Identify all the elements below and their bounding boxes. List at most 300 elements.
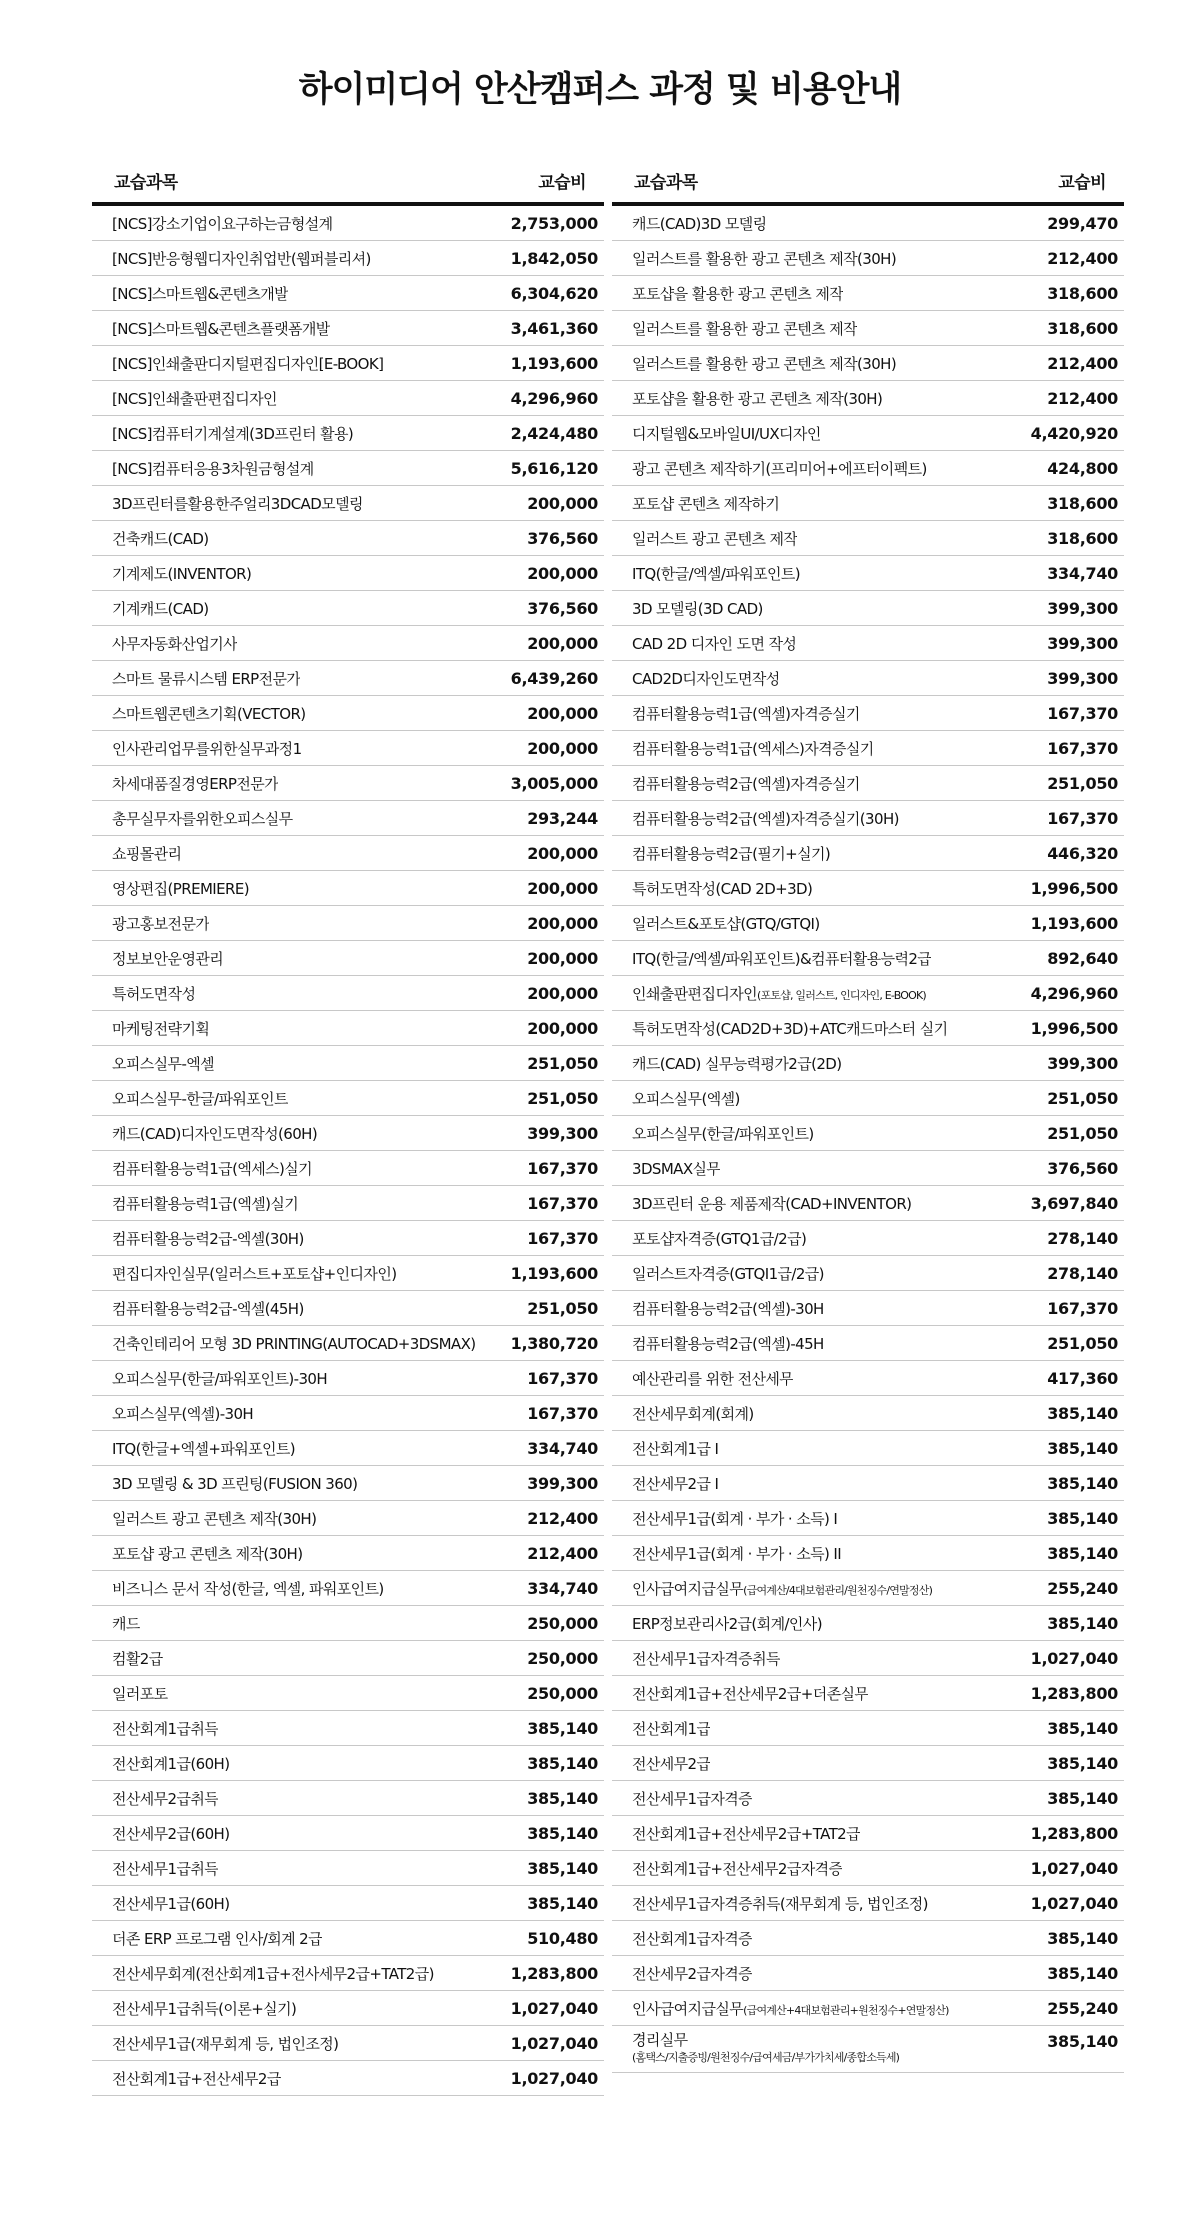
course-name	[112, 1508, 316, 1529]
course-fee: 1,193,600	[510, 353, 598, 373]
course-name	[112, 248, 371, 269]
table-row	[612, 1151, 1124, 1186]
course-fee: 167,370	[527, 1158, 598, 1178]
course-fee: 4,296,960	[1030, 983, 1118, 1003]
course-fee: 4,420,920	[1030, 423, 1118, 443]
course-name-text: 컴퓨터활용능력1급(엑세스)실기	[112, 1159, 313, 1178]
course-name	[632, 1018, 948, 1039]
table-row	[612, 766, 1124, 801]
course-name	[112, 1368, 327, 1389]
course-fee: 510,480	[527, 1928, 598, 1948]
course-fee: 334,740	[527, 1438, 598, 1458]
table-row	[92, 1851, 604, 1886]
course-name	[632, 1578, 932, 1599]
course-name	[632, 1508, 837, 1529]
table-row	[612, 591, 1124, 626]
table-row	[92, 1256, 604, 1291]
course-name-text: 컴퓨터활용능력2급(엑셀)자격증실기	[632, 774, 860, 793]
course-name	[632, 773, 860, 794]
course-name-text: 전산세무2급 I	[632, 1474, 719, 1493]
course-fee: 385,140	[1047, 1753, 1118, 1773]
course-name-text: 전산회계1급자격증	[632, 1929, 753, 1948]
course-name-text: 3D프린터 운용 제품제작(CAD+INVENTOR)	[632, 1194, 912, 1213]
course-name	[632, 913, 820, 934]
course-name-text: 컴퓨터활용능력2급(필기+실기)	[632, 844, 831, 863]
course-fee: 385,140	[527, 1823, 598, 1843]
course-name	[112, 1823, 229, 1844]
course-fee: 5,616,120	[510, 458, 598, 478]
course-name-text: 전산세무2급자격증	[632, 1964, 753, 1983]
course-name-text: 전산세무2급(60H)	[112, 1824, 230, 1843]
course-fee: 376,560	[527, 528, 598, 548]
course-name-text: 캐드	[112, 1614, 140, 1633]
course-name	[632, 1613, 822, 1634]
course-fee: 212,400	[527, 1543, 598, 1563]
course-name-text: 포토샵 콘텐츠 제작하기	[632, 494, 780, 513]
course-fee: 3,697,840	[1030, 1193, 1118, 1213]
course-name-text: CAD2D디자인도면작성	[632, 669, 780, 688]
course-name-text: [NCS]컴퓨터응용3차원금형설계	[112, 459, 314, 478]
course-name-text: 건축인테리어 모형 3D PRINTING(AUTOCAD+3DSMAX)	[112, 1334, 476, 1353]
course-name-text: ERP정보관리사2급(회계/인사)	[632, 1614, 822, 1633]
table-row	[612, 1781, 1124, 1816]
page-title: 하이미디어 안산캠퍼스 과정 및 비용안내	[298, 70, 902, 110]
table-row	[92, 906, 604, 941]
table-row	[612, 1221, 1124, 1256]
course-name-text: 인사급여지급실무	[632, 1579, 744, 1598]
course-fee: 250,000	[527, 1648, 598, 1668]
course-name	[112, 1998, 296, 2019]
course-fee: 6,439,260	[510, 668, 598, 688]
course-name-text: 전산세무1급자격증취득(재무회계 등, 법인조정)	[632, 1894, 928, 1913]
fee-column-header: 교습비	[538, 172, 586, 193]
course-fee: 1,283,800	[1030, 1683, 1118, 1703]
course-name-text: 전산세무1급(회계 · 부가 · 소득) I	[632, 1509, 838, 1528]
course-name-text: 전산세무1급취득(이론+실기)	[112, 1999, 297, 2018]
course-name	[112, 318, 330, 339]
course-fee: 255,240	[1047, 1578, 1118, 1598]
course-name-text: 사무자동화산업기사	[112, 634, 238, 653]
course-fee: 1,283,800	[510, 1963, 598, 1983]
table-row	[92, 661, 604, 696]
course-name-text: 건축캐드(CAD)	[112, 529, 209, 548]
course-name	[112, 493, 363, 514]
course-name	[632, 1893, 928, 1914]
course-name-text: 컴퓨터활용능력1급(엑세스)자격증실기	[632, 739, 874, 758]
course-name	[632, 388, 882, 409]
course-name	[632, 528, 797, 549]
course-name-detail: (급여계산+4대보험관리+원천징수+연말정산)	[743, 2003, 949, 2017]
course-name-text: 광고홍보전문가	[112, 914, 210, 933]
course-fee: 167,370	[527, 1368, 598, 1388]
course-fee: 251,050	[1047, 1333, 1118, 1353]
course-name-text: 오피스실무-한글/파워포인트	[112, 1089, 288, 1108]
course-fee: 200,000	[527, 948, 598, 968]
course-name-text: 전산세무1급(회계 · 부가 · 소득) II	[632, 1544, 842, 1563]
course-name-text: 오피스실무(엑셀)	[632, 1089, 740, 1108]
course-name	[112, 528, 209, 549]
course-name	[112, 1928, 322, 1949]
course-name	[632, 1403, 754, 1424]
table-row	[612, 1606, 1124, 1641]
table-row	[92, 766, 604, 801]
course-name	[112, 633, 237, 654]
course-name	[632, 1193, 911, 1214]
table-row	[92, 1431, 604, 1466]
table-row	[92, 1151, 604, 1186]
course-name-text: 전산세무1급취득	[112, 1859, 219, 1878]
course-fee: 6,304,620	[510, 283, 598, 303]
course-name	[632, 1543, 841, 1564]
table-row	[92, 1956, 604, 1991]
course-name-text: 오피스실무(엑셀)-30H	[112, 1404, 254, 1423]
table-row	[612, 381, 1124, 416]
table-row	[612, 661, 1124, 696]
course-fee: 212,400	[1047, 388, 1118, 408]
table-row	[612, 1116, 1124, 1151]
course-fee: 385,140	[1047, 1928, 1118, 1948]
course-fee: 212,400	[527, 1508, 598, 1528]
course-name-text: 더존 ERP 프로그램 인사/회계 2급	[112, 1929, 323, 1948]
course-name-text: 전산세무회계(회계)	[632, 1404, 754, 1423]
table-row	[612, 451, 1124, 486]
table-row	[92, 1816, 604, 1851]
table-row	[612, 1186, 1124, 1221]
course-name	[112, 388, 277, 409]
table-row	[92, 1991, 604, 2026]
table-row	[92, 1396, 604, 1431]
course-fee: 399,300	[527, 1123, 598, 1143]
course-name	[632, 843, 830, 864]
course-name-text: 인사관리업무를위한실무과정1	[112, 739, 302, 758]
course-fee: 167,370	[527, 1228, 598, 1248]
course-name-text: [NCS]인쇄출판디지털편집디자인[E-BOOK]	[112, 354, 384, 373]
table-row	[612, 556, 1124, 591]
course-fee: 200,000	[527, 1018, 598, 1038]
course-name-text: 일러스트 광고 콘텐츠 제작	[632, 529, 798, 548]
table-row	[92, 1571, 604, 1606]
course-name-text: 3D 모델링 & 3D 프린팅(FUSION 360)	[112, 1474, 358, 1493]
course-name-text: 전산회계1급 I	[632, 1439, 719, 1458]
table-row	[612, 1746, 1124, 1781]
course-fee: 376,560	[1047, 1158, 1118, 1178]
course-fee: 200,000	[527, 983, 598, 1003]
course-fee: 251,050	[527, 1088, 598, 1108]
course-fee: 318,600	[1047, 283, 1118, 303]
course-fee: 376,560	[527, 598, 598, 618]
course-fee: 200,000	[527, 633, 598, 653]
course-name-text: 전산세무1급(재무회계 등, 법인조정)	[112, 2034, 339, 2053]
course-name-text: 디지털웹&모바일UI/UX디자인	[632, 424, 821, 443]
course-name-text: CAD 2D 디자인 도면 작성	[632, 634, 797, 653]
course-fee: 399,300	[1047, 668, 1118, 688]
table-body	[92, 206, 604, 2096]
course-fee: 399,300	[527, 1473, 598, 1493]
table-row	[612, 2026, 1124, 2073]
table-body	[612, 206, 1124, 2073]
course-name-text: 오피스실무(한글/파워포인트)	[632, 1124, 814, 1143]
fee-table-right	[612, 158, 1124, 2073]
course-fee: 385,140	[527, 1858, 598, 1878]
course-name-text: 컴퓨터활용능력2급(엑셀)-45H	[632, 1334, 824, 1353]
table-row	[612, 1851, 1124, 1886]
table-row	[612, 1676, 1124, 1711]
course-fee: 251,050	[1047, 773, 1118, 793]
course-name	[632, 493, 779, 514]
table-row	[92, 1781, 604, 1816]
table-row	[92, 1746, 604, 1781]
course-fee: 3,005,000	[510, 773, 598, 793]
course-fee: 255,240	[1047, 1998, 1118, 2018]
course-fee: 1,996,500	[1030, 878, 1118, 898]
course-name	[112, 668, 300, 689]
table-row	[612, 906, 1124, 941]
table-row	[612, 1536, 1124, 1571]
course-fee: 385,140	[1047, 1963, 1118, 1983]
course-fee: 1,996,500	[1030, 1018, 1118, 1038]
fee-column-header: 교습비	[1058, 172, 1106, 193]
course-name-text: 전산세무1급자격증취득	[632, 1649, 780, 1668]
table-row	[92, 451, 604, 486]
course-fee: 399,300	[1047, 633, 1118, 653]
course-name-text: 포토샵자격증(GTQ1급/2급)	[632, 1229, 807, 1248]
course-name-text: ITQ(한글+엑셀+파워포인트)	[112, 1439, 296, 1458]
table-row	[92, 1291, 604, 1326]
course-fee: 385,140	[527, 1718, 598, 1738]
table-row	[612, 1361, 1124, 1396]
table-row	[92, 731, 604, 766]
table-row	[92, 1046, 604, 1081]
course-fee: 200,000	[527, 703, 598, 723]
table-row	[92, 1221, 604, 1256]
course-name	[112, 1193, 298, 1214]
table-row	[92, 626, 604, 661]
course-name-text: ITQ(한글/엑셀/파워포인트)&컴퓨터활용능력2급	[632, 949, 932, 968]
table-row	[92, 1186, 604, 1221]
course-name	[112, 1578, 384, 1599]
course-name	[632, 353, 896, 374]
course-name-text: 특허도면작성(CAD2D+3D)+ATC캐드마스터 실기	[632, 1019, 948, 1038]
course-name	[632, 1823, 860, 1844]
table-row	[92, 2026, 604, 2061]
course-fee: 385,140	[1047, 1613, 1118, 1633]
course-fee: 293,244	[527, 808, 598, 828]
course-fee: 1,027,040	[510, 2068, 598, 2088]
course-name	[632, 1263, 824, 1284]
course-fee: 1,027,040	[1030, 1648, 1118, 1668]
course-name-text: 전산회계1급+전산세무2급	[112, 2069, 281, 2088]
course-fee: 385,140	[1047, 1718, 1118, 1738]
course-name-text: [NCS]컴퓨터기계설계(3D프린터 활용)	[112, 424, 354, 443]
course-name-text: 차세대품질경영ERP전문가	[112, 774, 279, 793]
course-fee: 1,380,720	[510, 1333, 598, 1353]
course-name	[112, 1088, 288, 1109]
table-row	[92, 486, 604, 521]
table-row	[612, 346, 1124, 381]
table-row	[92, 241, 604, 276]
course-fee: 167,370	[1047, 1298, 1118, 1318]
course-name	[112, 2033, 338, 2054]
course-name-text: 컴퓨터활용능력1급(엑셀)실기	[112, 1194, 299, 1213]
course-fee: 212,400	[1047, 353, 1118, 373]
course-fee: 385,140	[1047, 2032, 1118, 2051]
table-row	[92, 276, 604, 311]
course-fee: 385,140	[1047, 1438, 1118, 1458]
course-name-text: 전산회계1급(60H)	[112, 1754, 230, 1773]
course-name	[112, 1053, 214, 1074]
course-name-text: 전산세무2급	[632, 1754, 711, 1773]
course-name-text: 인쇄출판편집디자인	[632, 984, 758, 1003]
course-name	[632, 248, 896, 269]
course-name-text: 기계캐드(CAD)	[112, 599, 209, 618]
table-row	[612, 801, 1124, 836]
course-fee: 385,140	[1047, 1403, 1118, 1423]
table-row	[612, 871, 1124, 906]
table-row	[612, 1921, 1124, 1956]
table-row	[612, 1711, 1124, 1746]
table-row	[612, 1046, 1124, 1081]
table-row	[612, 1431, 1124, 1466]
course-name	[112, 1788, 218, 1809]
course-name	[632, 423, 821, 444]
course-name-text: 일러스트 광고 콘텐츠 제작(30H)	[112, 1509, 317, 1528]
course-name	[632, 1368, 793, 1389]
course-name-text: 전산회계1급취득	[112, 1719, 219, 1738]
course-name	[112, 843, 181, 864]
table-row	[92, 1606, 604, 1641]
course-name-text: 오피스실무(한글/파워포인트)-30H	[112, 1369, 328, 1388]
course-name	[112, 1228, 304, 1249]
course-name	[112, 808, 293, 829]
course-name	[632, 1123, 814, 1144]
course-name	[632, 1088, 740, 1109]
course-name	[632, 1998, 949, 2019]
course-name	[112, 1613, 140, 1634]
course-name-text: 캐드(CAD) 실무능력평가2급(2D)	[632, 1054, 842, 1073]
course-name-text: ITQ(한글/엑셀/파워포인트)	[632, 564, 801, 583]
table-row	[612, 976, 1124, 1011]
table-row	[612, 311, 1124, 346]
course-name-detail: (홈택스/지출증빙/원천징수/급여세금/부가가치세/종합소득세)	[632, 2051, 900, 2064]
table-row	[92, 1011, 604, 1046]
course-fee: 1,027,040	[510, 2033, 598, 2053]
table-row	[612, 521, 1124, 556]
course-name-text: 스마트웹콘텐츠기획(VECTOR)	[112, 704, 306, 723]
course-name	[112, 983, 195, 1004]
course-name-text: 영상편집(PREMIERE)	[112, 879, 249, 898]
course-fee: 424,800	[1047, 458, 1118, 478]
table-row	[612, 1886, 1124, 1921]
course-name	[112, 353, 383, 374]
course-fee: 1,027,040	[1030, 1893, 1118, 1913]
table-row	[92, 556, 604, 591]
course-name	[632, 738, 874, 759]
course-name-text: [NCS]강소기업이요구하는금형설계	[112, 214, 333, 233]
table-row	[612, 416, 1124, 451]
course-fee: 250,000	[527, 1613, 598, 1633]
course-name	[632, 668, 780, 689]
table-row	[92, 1921, 604, 1956]
course-name-text: 예산관리를 위한 전산세무	[632, 1369, 794, 1388]
course-name	[112, 1893, 229, 1914]
course-name-text: 스마트 물류시스템 ERP전문가	[112, 669, 301, 688]
table-row	[612, 1081, 1124, 1116]
course-fee: 200,000	[527, 878, 598, 898]
table-row	[92, 1641, 604, 1676]
table-row	[612, 836, 1124, 871]
course-fee: 251,050	[1047, 1123, 1118, 1143]
course-name-text: 컴퓨터활용능력2급-엑셀(30H)	[112, 1229, 304, 1248]
course-fee: 318,600	[1047, 528, 1118, 548]
course-fee: 334,740	[1047, 563, 1118, 583]
course-name-text: 일러포토	[112, 1684, 168, 1703]
table-row	[92, 1676, 604, 1711]
course-name	[632, 983, 926, 1004]
course-name	[112, 423, 353, 444]
course-name-text: 일러스트자격증(GTQI1급/2급)	[632, 1264, 824, 1283]
course-name-text: 마케팅전략기획	[112, 1019, 210, 1038]
course-name-text: 전산세무회계(전산회계1급+전사세무2급+TAT2급)	[112, 1964, 434, 1983]
course-name	[112, 458, 314, 479]
course-fee: 200,000	[527, 843, 598, 863]
course-fee: 318,600	[1047, 318, 1118, 338]
course-name	[632, 878, 812, 899]
table-row	[612, 1291, 1124, 1326]
table-row	[612, 696, 1124, 731]
course-name	[112, 703, 306, 724]
course-name	[632, 1438, 718, 1459]
course-name-text: 특허도면작성	[112, 984, 196, 1003]
table-row	[92, 2061, 604, 2096]
course-name-text: 오피스실무-엑셀	[112, 1054, 215, 1073]
course-name	[632, 1753, 710, 1774]
course-name	[112, 598, 209, 619]
course-name	[112, 1263, 396, 1284]
table-row	[92, 1711, 604, 1746]
table-row	[612, 1326, 1124, 1361]
course-name	[632, 318, 857, 339]
table-row	[92, 836, 604, 871]
course-name-text: 3D프린터를활용한주얼리3DCAD모델링	[112, 494, 363, 513]
course-name-text: 인사급여지급실무	[632, 1999, 744, 2018]
course-name-text: 포토샵을 활용한 광고 콘텐츠 제작	[632, 284, 844, 303]
course-name	[632, 808, 899, 829]
course-name-text: 편집디자인실무(일러스트+포토샵+인디자인)	[112, 1264, 397, 1283]
course-name	[632, 1228, 806, 1249]
course-name-text: 기계제도(INVENTOR)	[112, 564, 252, 583]
course-fee: 251,050	[1047, 1088, 1118, 1108]
course-name	[632, 2032, 899, 2066]
course-fee: 3,461,360	[510, 318, 598, 338]
course-fee: 2,424,480	[510, 423, 598, 443]
course-column-header: 교습과목	[634, 172, 698, 193]
course-name	[632, 283, 843, 304]
course-name-text: 3DSMAX실무	[632, 1159, 721, 1178]
table-row	[92, 871, 604, 906]
course-name	[112, 1158, 312, 1179]
course-name-text: 전산세무1급자격증	[632, 1789, 753, 1808]
course-fee: 251,050	[527, 1053, 598, 1073]
course-name	[112, 1403, 253, 1424]
course-fee: 385,140	[1047, 1473, 1118, 1493]
course-name	[632, 703, 860, 724]
course-name	[632, 1718, 710, 1739]
course-fee: 1,193,600	[1030, 913, 1118, 933]
course-name-text: 정보보안운영관리	[112, 949, 224, 968]
table-header	[612, 158, 1124, 206]
course-name-text: 전산회계1급+전산세무2급+TAT2급	[632, 1824, 861, 1843]
course-name	[632, 598, 763, 619]
